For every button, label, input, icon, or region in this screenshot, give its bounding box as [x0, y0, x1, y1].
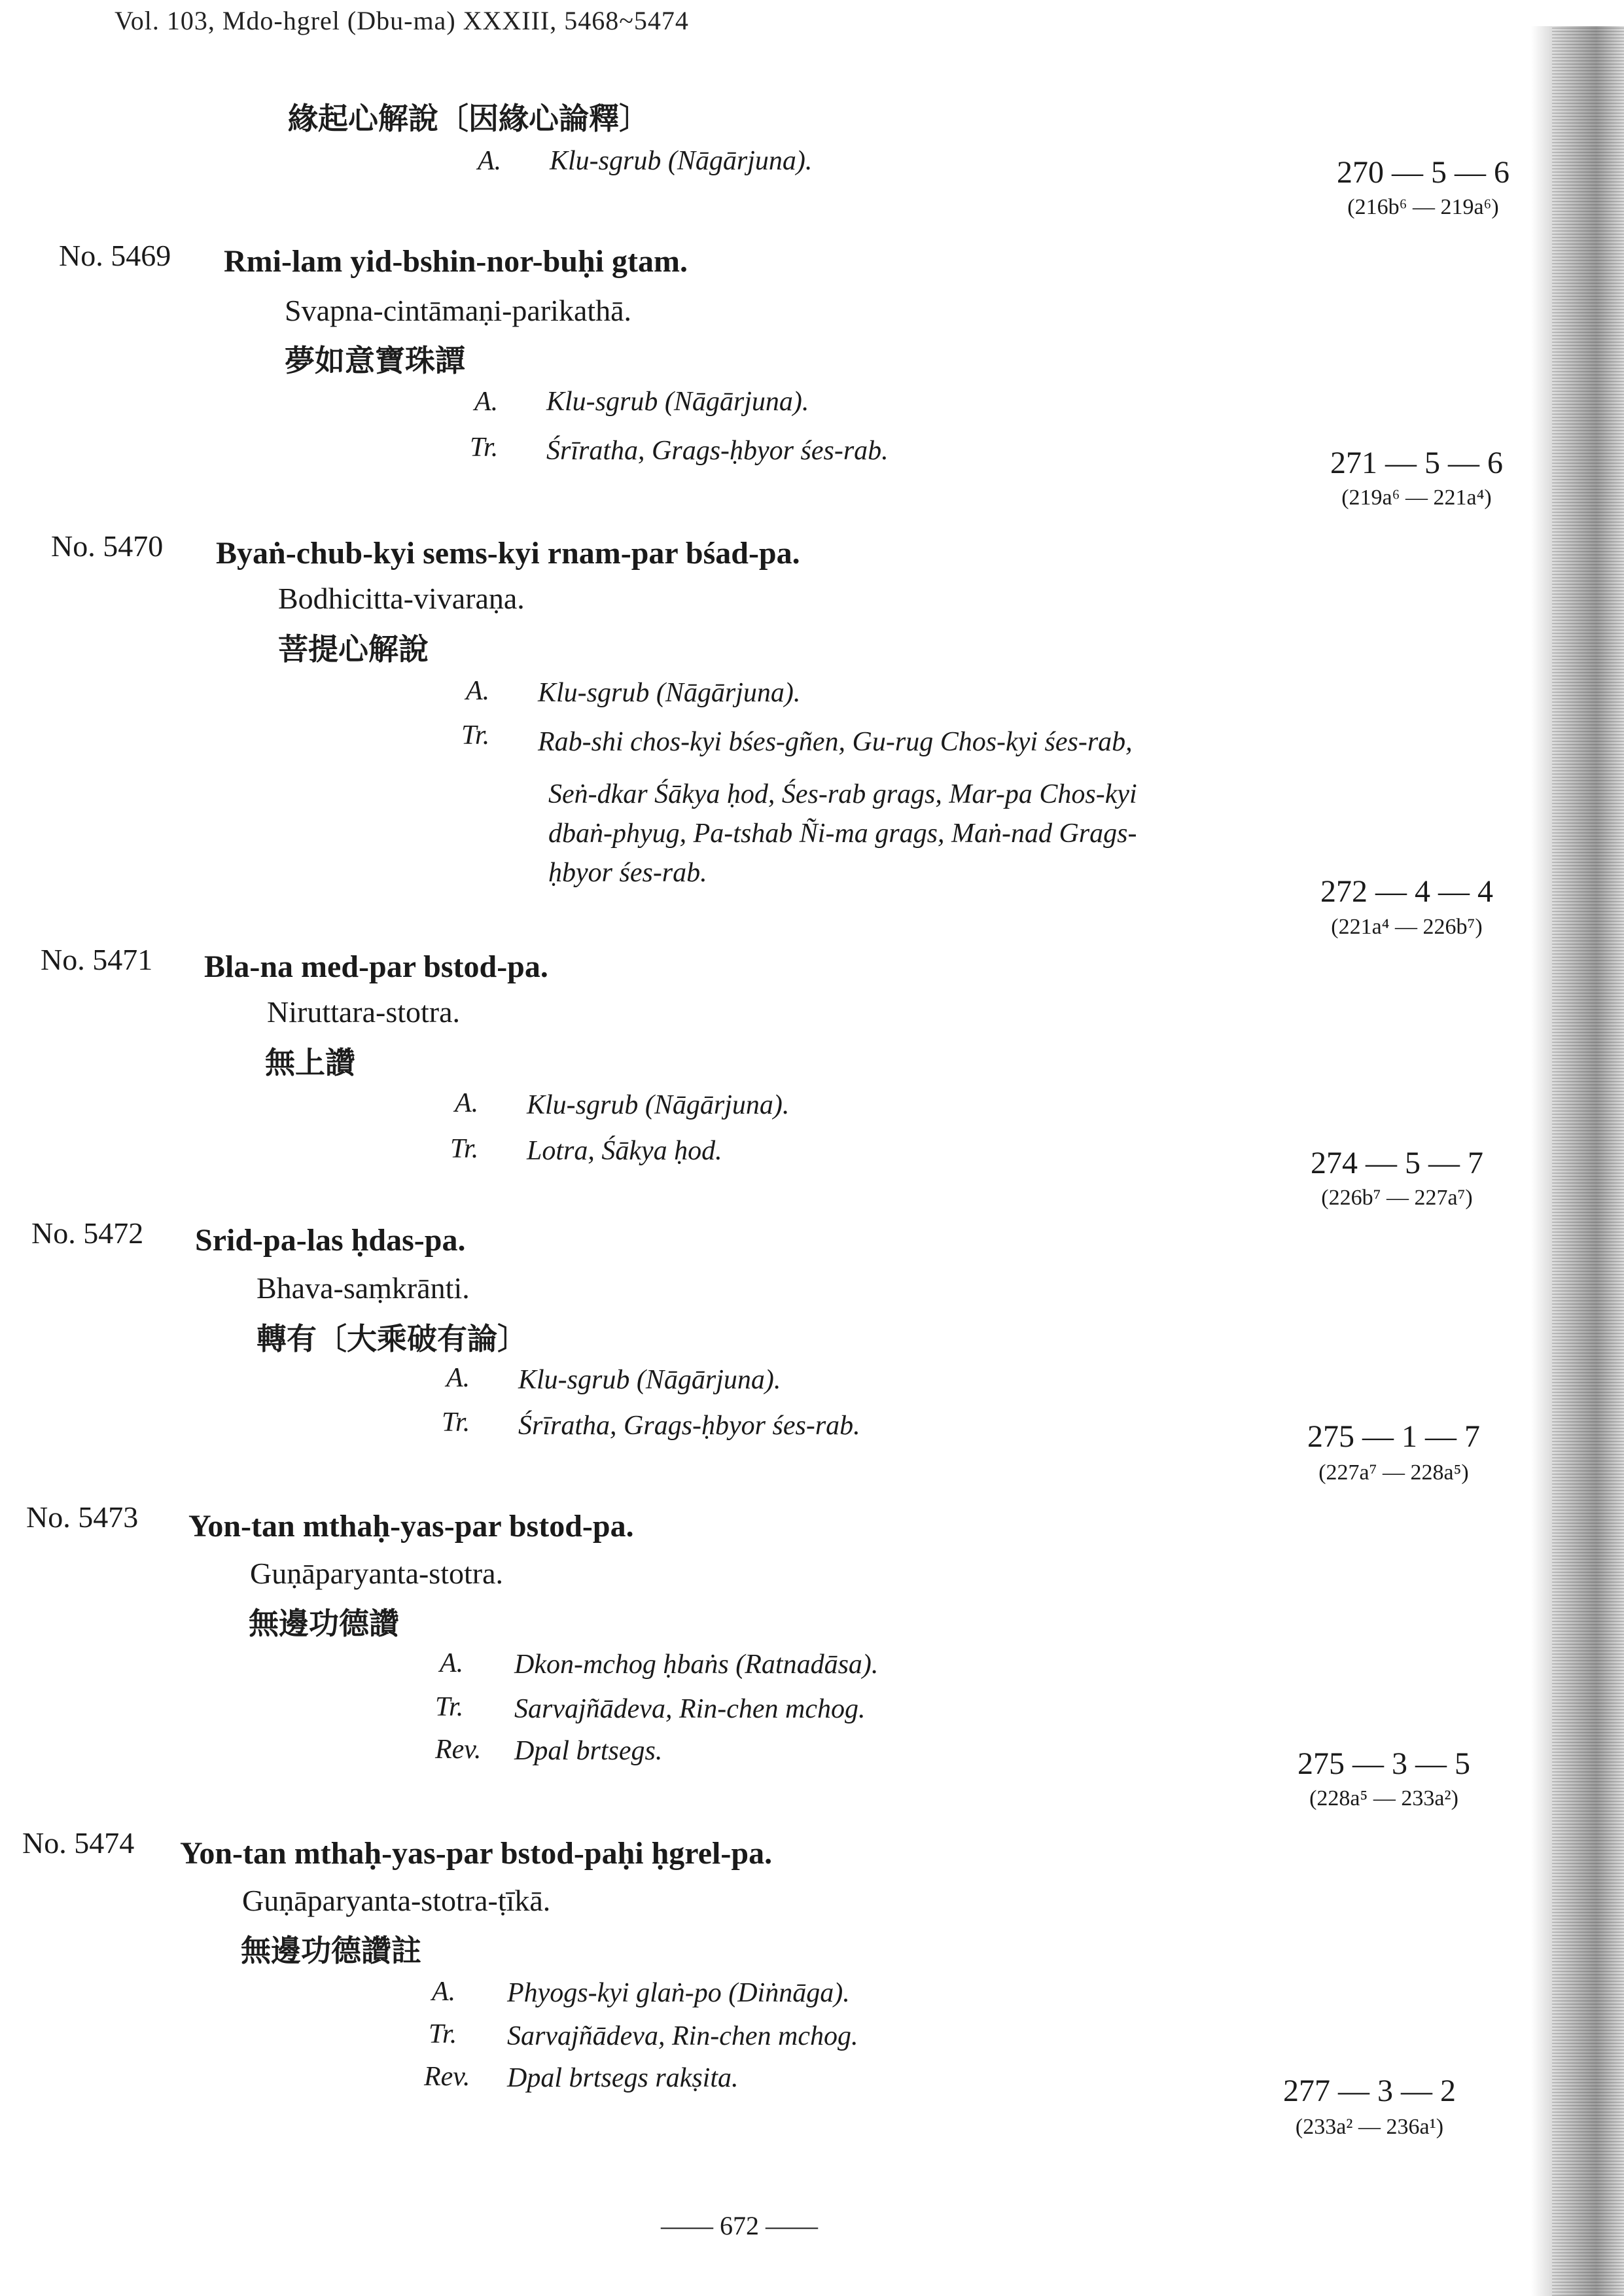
folio-range: (216b⁶ — 219a⁶) — [1347, 195, 1499, 219]
sanskrit-title: Niruttara-stotra. — [267, 995, 461, 1029]
reviser-role: Rev. — [435, 1735, 482, 1765]
page-number: —— 672 —— — [661, 2211, 818, 2240]
translator-role: Tr. — [461, 720, 490, 751]
author-role: A. — [446, 1363, 470, 1393]
cjk-title: 無上讚 — [265, 1045, 355, 1080]
translator-names: Lotra, Śākya ḥod. — [527, 1136, 722, 1166]
sanskrit-title: Guṇāparyanta-stotra. — [250, 1557, 504, 1590]
page-reference: 274 — 5 — 7 — [1311, 1146, 1483, 1180]
sanskrit-title: Svapna-cintāmaṇi-parikathā. — [285, 294, 632, 327]
translator-names: Śrīratha, Grags-ḥbyor śes-rab. — [518, 1411, 860, 1441]
translator-role: Tr. — [470, 433, 499, 463]
author-names: Klu-sgrub (Nāgārjuna). — [550, 146, 813, 176]
author-names: Dkon-mchog ḥbaṅs (Ratnadāsa). — [514, 1650, 879, 1680]
page-reference: 272 — 4 — 4 — [1320, 874, 1493, 909]
reviser-names: Dpal brtsegs rakṣita. — [507, 2063, 739, 2093]
entry-number: No. 5470 — [51, 529, 164, 563]
folio-range: (226b⁷ — 227a⁷) — [1321, 1186, 1473, 1210]
translator-names: ḥbyor śes-rab. — [548, 858, 707, 888]
tibetan-title: Byaṅ-chub-kyi sems-kyi rnam-par bśad-pa. — [216, 536, 800, 571]
translator-names: Sarvajñādeva, Rin-chen mchog. — [514, 1694, 866, 1724]
entry-number: No. 5472 — [31, 1216, 144, 1250]
cjk-title: 夢如意寶珠譚 — [285, 343, 465, 378]
sanskrit-title: Guṇāparyanta-stotra-ṭīkā. — [242, 1884, 551, 1917]
sanskrit-title: Bodhicitta-vivaraṇa. — [278, 582, 525, 615]
translator-names: Śrīratha, Grags-ḥbyor śes-rab. — [546, 436, 889, 466]
page-reference: 275 — 3 — 5 — [1297, 1746, 1470, 1781]
folio-range: (219a⁶ — 221a⁴) — [1341, 486, 1492, 510]
translator-names: Sarvajñādeva, Rin-chen mchog. — [507, 2021, 858, 2051]
running-header: Vol. 103, Mdo-hgrel (Dbu-ma) XXXIII, 5468~5474 — [115, 6, 689, 35]
folio-range: (227a⁷ — 228a⁵) — [1318, 1460, 1469, 1485]
cjk-title: 緣起心解說〔因緣心論釋〕 — [288, 101, 649, 136]
tibetan-title: Yon-tan mthaḥ-yas-par bstod-paḥi ḥgrel-pa. — [180, 1836, 773, 1871]
author-role: A. — [474, 387, 499, 417]
cjk-title: 菩提心解說 — [278, 631, 429, 667]
author-names: Klu-sgrub (Nāgārjuna). — [527, 1090, 790, 1120]
sanskrit-title: Bhava-saṃkrānti. — [256, 1271, 470, 1305]
author-role: A. — [466, 676, 490, 706]
author-names: Klu-sgrub (Nāgārjuna). — [538, 678, 801, 708]
cjk-title: 無邊功德讚註 — [241, 1933, 421, 1968]
tibetan-title: Bla-na med-par bstod-pa. — [204, 949, 548, 984]
author-role: A. — [440, 1648, 464, 1678]
author-role: A. — [432, 1977, 456, 2007]
page-reference: 271 — 5 — 6 — [1330, 446, 1503, 480]
author-role: A. — [478, 146, 502, 176]
tibetan-title: Yon-tan mthaḥ-yas-par bstod-pa. — [188, 1509, 634, 1544]
author-names: Klu-sgrub (Nāgārjuna). — [518, 1365, 781, 1395]
cjk-title: 轉有〔大乘破有論〕 — [256, 1321, 527, 1356]
reviser-role: Rev. — [424, 2062, 470, 2092]
entry-number: No. 5473 — [26, 1500, 139, 1534]
entry-number: No. 5474 — [22, 1826, 135, 1860]
page-reference: 270 — 5 — 6 — [1337, 155, 1509, 190]
translator-role: Tr. — [435, 1692, 464, 1722]
translator-role: Tr. — [442, 1407, 470, 1438]
translator-role: Tr. — [450, 1134, 479, 1164]
tibetan-title: Rmi-lam yid-bshin-nor-buḥi gtam. — [224, 244, 688, 279]
translator-role: Tr. — [429, 2019, 457, 2049]
page-reference: 277 — 3 — 2 — [1283, 2074, 1456, 2108]
folio-range: (221a⁴ — 226b⁷) — [1331, 915, 1483, 939]
entry-number: No. 5469 — [59, 239, 171, 272]
entry-number: No. 5471 — [41, 943, 153, 976]
author-role: A. — [455, 1088, 479, 1118]
folio-range: (228a⁵ — 233a²) — [1309, 1786, 1458, 1810]
page-reference: 275 — 1 — 7 — [1307, 1419, 1480, 1454]
translator-names: dbaṅ-phyug, Pa-tshab Ñi-ma grags, Maṅ-nad Grags- — [548, 819, 1137, 849]
author-names: Klu-sgrub (Nāgārjuna). — [546, 387, 809, 417]
reviser-names: Dpal brtsegs. — [514, 1736, 663, 1766]
page-edge-texture — [1552, 26, 1624, 2296]
translator-names: Seṅ-dkar Śākya ḥod, Śes-rab grags, Mar-pa Chos-kyi — [548, 779, 1137, 809]
translator-names: Rab-shi chos-kyi bśes-gñen, Gu-rug Chos-kyi śes-rab, — [538, 727, 1133, 757]
folio-range: (233a² — 236a¹) — [1295, 2115, 1444, 2139]
tibetan-title: Srid-pa-las ḥdas-pa. — [195, 1223, 466, 1258]
author-names: Phyogs-kyi glaṅ-po (Diṅnāga). — [507, 1978, 850, 2008]
cjk-title: 無邊功德讚 — [249, 1606, 399, 1641]
